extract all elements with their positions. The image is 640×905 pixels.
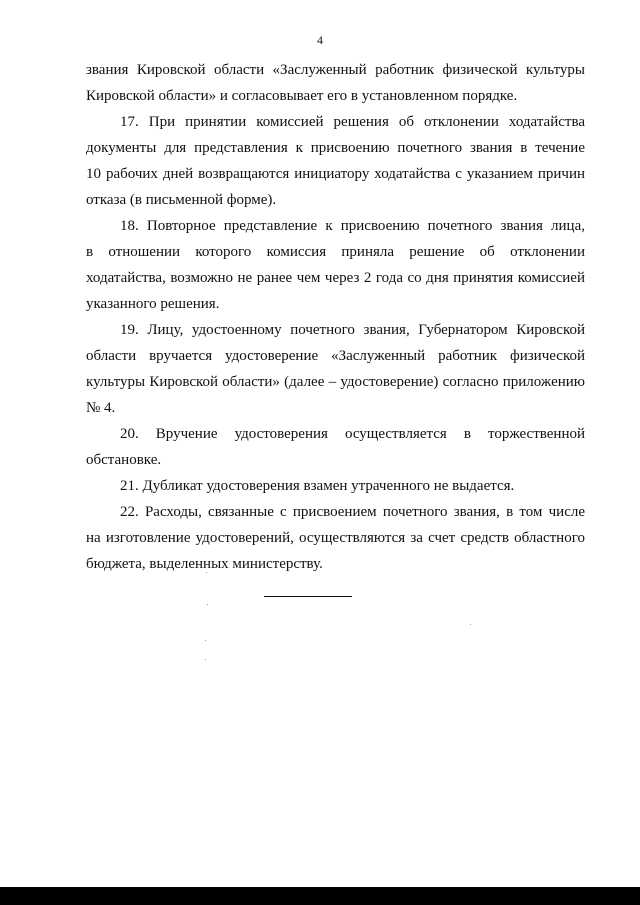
scan-speck (205, 659, 206, 660)
text-line: в отношении которого комиссия приняла решение об отклонении (86, 244, 585, 260)
end-divider (264, 596, 352, 597)
text-line: звания Кировской области «Заслуженный работник физической культуры (86, 62, 585, 78)
paragraph-22-start: 22. Расходы, связанные с присвоением почетного звания, в том числе (120, 504, 585, 520)
scan-speck (207, 604, 208, 605)
scan-speck (206, 572, 207, 573)
scan-speck (205, 640, 206, 641)
text-line: обстановке. (86, 452, 162, 468)
text-line: на изготовление удостоверений, осуществляются за счет средств областного (86, 530, 585, 546)
scan-border-bar (0, 887, 640, 905)
text-line: области вручается удостоверение «Заслуженный работник физической (86, 348, 585, 364)
text-line: культуры Кировской области» (далее – удостоверение) согласно приложению (86, 374, 585, 390)
text-line: ходатайства, возможно не ранее чем через 2 года со дня принятия комиссией (86, 270, 585, 286)
paragraph-17-start: 17. При принятии комиссией решения об отклонении ходатайства (120, 114, 585, 130)
text-line: Кировской области» и согласовывает его в установленном порядке. (86, 88, 518, 104)
text-line: 10 рабочих дней возвращаются инициатору ходатайства с указанием причин (86, 166, 585, 182)
paragraph-18-start: 18. Повторное представление к присвоению почетного звания лица, (120, 218, 585, 234)
text-line: отказа (в письменной форме). (86, 192, 277, 208)
text-line: указанного решения. (86, 296, 220, 312)
text-line: бюджета, выделенных министерству. (86, 556, 323, 572)
text-line: документы для представления к присвоению почетного звания в течение (86, 140, 585, 156)
paragraph-20-start: 20. Вручение удостоверения осуществляется в торжественной (120, 426, 585, 442)
paragraph-19-start: 19. Лицу, удостоенному почетного звания, Губернатором Кировской (120, 322, 585, 338)
paragraph-21: 21. Дубликат удостоверения взамен утраченного не выдается. (120, 478, 515, 494)
text-line: № 4. (86, 400, 116, 416)
page-number: 4 (317, 33, 323, 47)
scan-speck (470, 624, 471, 625)
